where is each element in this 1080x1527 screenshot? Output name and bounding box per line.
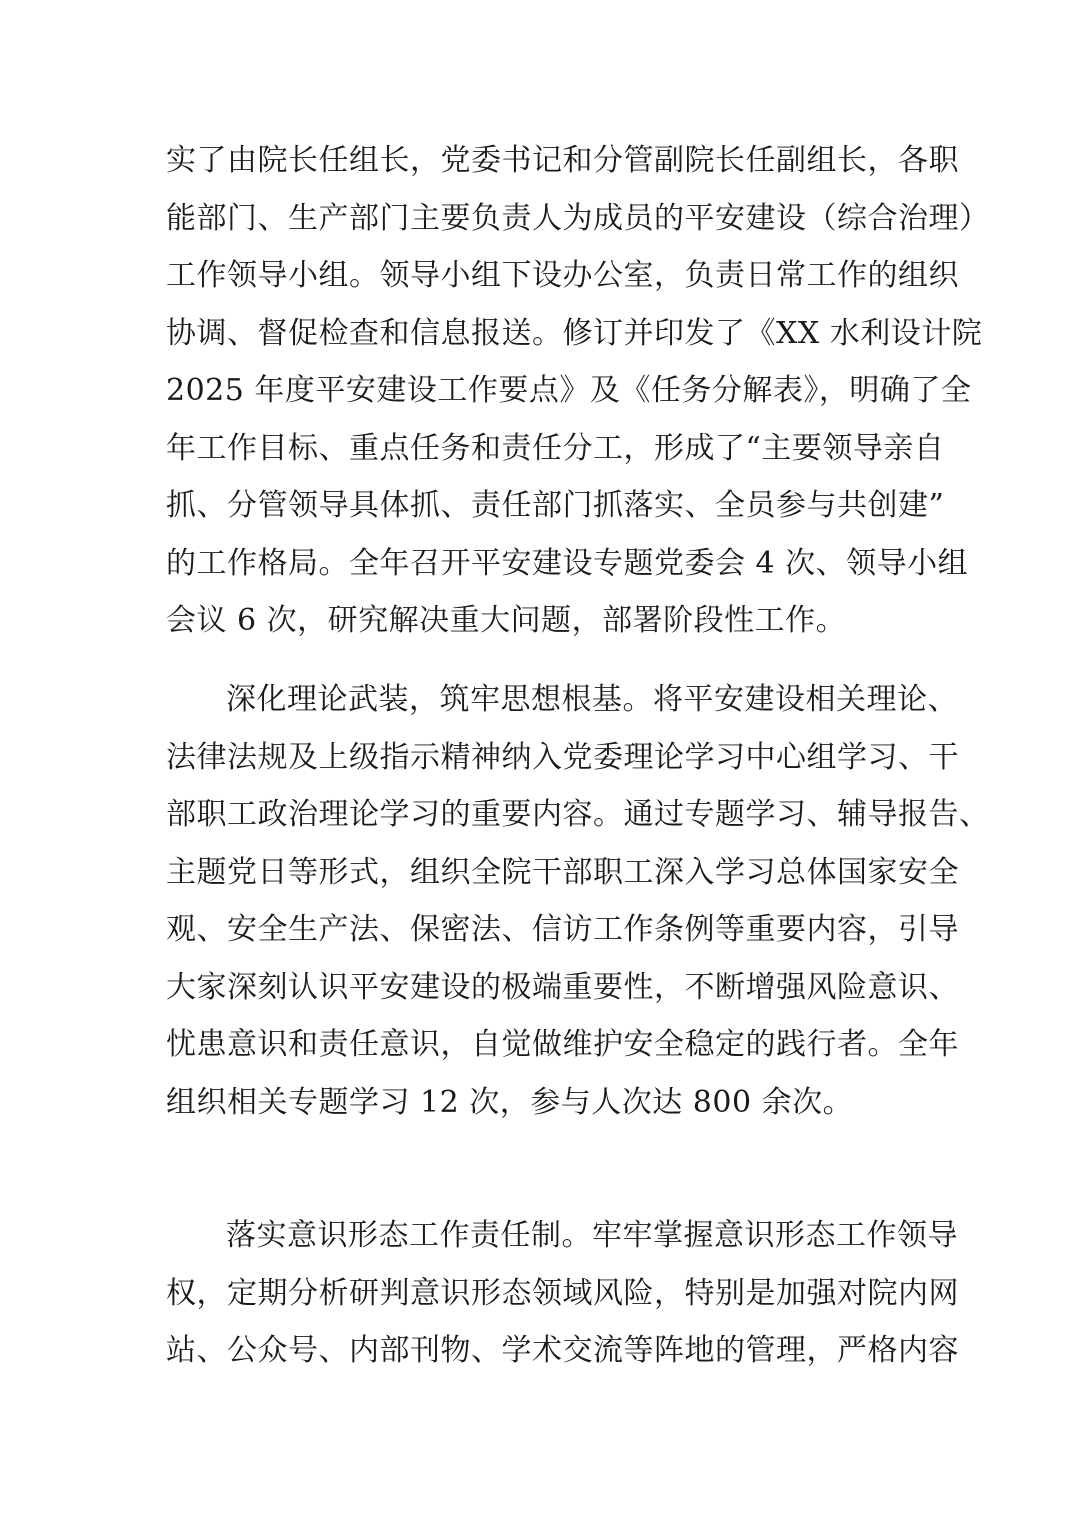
paragraph-leadership-group	[166, 132, 990, 650]
text-line: 法律法规及上级指示精神纳入党委理论学习中心组学习、干	[166, 739, 959, 775]
text-line: 主题党日等形式，组织全院干部职工深入学习总体国家安全	[166, 854, 959, 890]
text-line: 年工作目标、重点任务和责任分工，形成了“主要领导亲自	[166, 430, 945, 466]
text-line: 实了由院长任组长，党委书记和分管副院长任副组长，各职	[166, 143, 959, 178]
text-line: 站、公众号、内部刊物、学术交流等阵地的管理，严格内容	[166, 1333, 959, 1368]
text-line: 大家深刻认识平安建设的极端重要性，不断增强风险意识、	[166, 969, 959, 1005]
text-line: 观、安全生产法、保密法、信访工作条例等重要内容，引导	[166, 912, 959, 947]
text-line: 协调、督促检查和信息报送。修订并印发了《XX 水利设计院	[166, 315, 983, 351]
text-line: 能部门、生产部门主要负责人为成员的平安建设（综合治理）	[166, 200, 990, 236]
paragraph-ideology-responsibility	[166, 1207, 959, 1380]
text-line: 深化理论武装，筑牢思想根基。将平安建设相关理论、	[226, 682, 958, 717]
text-line: 会议 6 次，研究解决重大问题，部署阶段性工作。	[166, 603, 847, 638]
text-line: 落实意识形态工作责任制。牢牢掌握意识形态工作领导	[226, 1218, 958, 1253]
text-line: 部职工政治理论学习的重要内容。通过专题学习、辅导报告、	[166, 797, 990, 832]
text-line: 权，定期分析研判意识形态领域风险，特别是加强对院内网	[166, 1275, 959, 1311]
text-line: 组织相关专题学习 12 次，参与人次达 800 余次。	[166, 1084, 854, 1120]
text-line: 的工作格局。全年召开平安建设专题党委会 4 次、领导小组	[166, 545, 969, 581]
text-line: 忧患意识和责任意识，自觉做维护安全稳定的践行者。全年	[166, 1027, 959, 1062]
text-line: 工作领导小组。领导小组下设办公室，负责日常工作的组织	[166, 258, 959, 293]
text-line: 抓、分管领导具体抓、责任部门抓落实、全员参与共创建”	[166, 488, 945, 523]
paragraph-theory-study	[166, 671, 990, 1131]
text-line: 2025 年度平安建设工作要点》及《任务分解表》，明确了全	[166, 373, 972, 408]
